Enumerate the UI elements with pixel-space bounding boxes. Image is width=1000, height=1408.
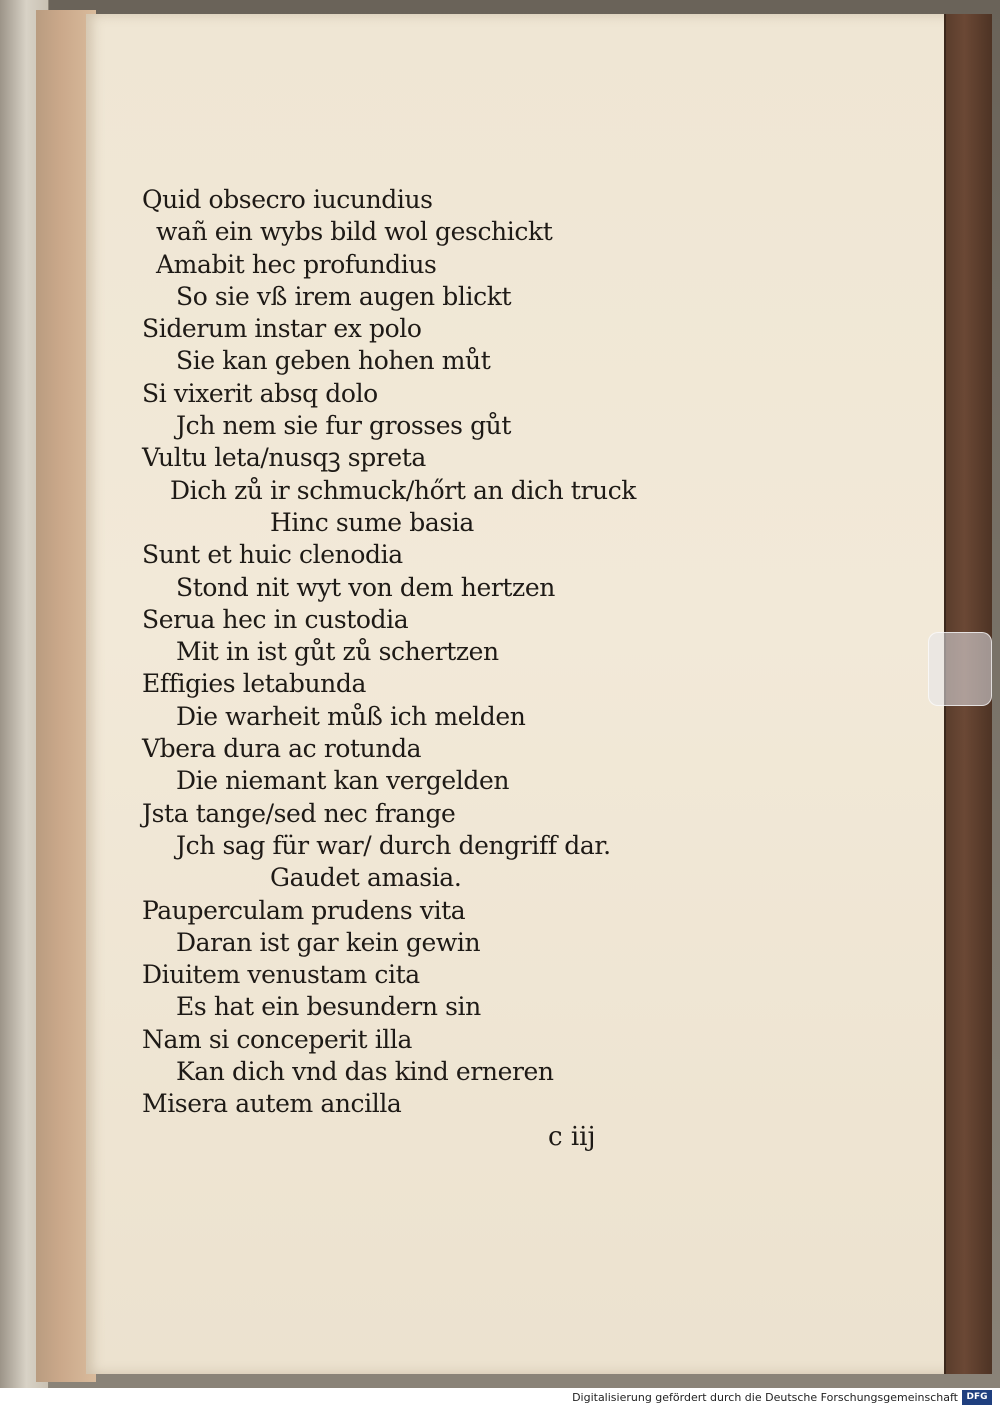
verse-line: Hinc sume basia [270, 507, 474, 537]
verse-line: Serua hec in custodia [142, 604, 409, 634]
verse-line: Daran ist gar kein gewin [176, 927, 481, 957]
footer-bar [0, 1388, 1000, 1408]
verse-line: Effigies letabunda [142, 669, 366, 699]
verse-line: So sie vß irem augen blickt [176, 281, 512, 311]
verse-line: Jch nem sie fur grosses gůt [176, 411, 512, 441]
verse-line: Siderum instar ex polo [142, 314, 422, 344]
verse-line: Jch sag für war/ durch dengriff dar. [176, 830, 611, 860]
dfg-logo: DFG [962, 1390, 992, 1405]
footer-credit: Digitalisierung gefördert durch die Deutsche Forschungsgemeinschaft [572, 1391, 958, 1404]
verse-line: Gaudet amasia. [270, 863, 462, 893]
verse-line: Kan dich vnd das kind erneren [176, 1057, 554, 1087]
verse-line: Misera autem ancilla [142, 1089, 402, 1119]
verse-line: Stond nit wyt von dem hertzen [176, 572, 555, 602]
verse-line: Die niemant kan vergelden [176, 766, 510, 796]
verse-line: Vbera dura ac rotunda [142, 734, 422, 764]
verse-line: Vultu leta/nusqꝫ spreta [142, 443, 426, 473]
page-clip [928, 632, 992, 706]
verse-line: Quid obsecro iucundius [142, 185, 433, 214]
verse-line: Die warheit můß ich melden [176, 701, 526, 731]
verse-line: Diuitem venustam cita [142, 960, 420, 990]
verse-line: Dich zů ir schmuck/hőrt an dich truck [170, 475, 637, 505]
verse-line: Nam si conceperit illa [142, 1024, 412, 1054]
verse-line: Es hat ein besundern sin [176, 992, 481, 1022]
verse-line: Sie kan geben hohen můt [176, 346, 491, 376]
verse-line: Mit in ist gůt zů schertzen [176, 637, 499, 667]
verse-line: Amabit hec profundius [156, 249, 437, 279]
verse-line: Pauperculam prudens vita [142, 895, 466, 925]
verse-text [142, 184, 636, 1121]
verse-line: Jsta tange/sed nec frange [142, 798, 456, 828]
verse-line: Si vixerit absq dolo [142, 378, 378, 408]
verse-line: wañ ein wybs bild wol geschickt [156, 217, 553, 247]
signature-mark: c iij [548, 1122, 596, 1152]
verse-line: Sunt et huic clenodia [142, 540, 403, 570]
